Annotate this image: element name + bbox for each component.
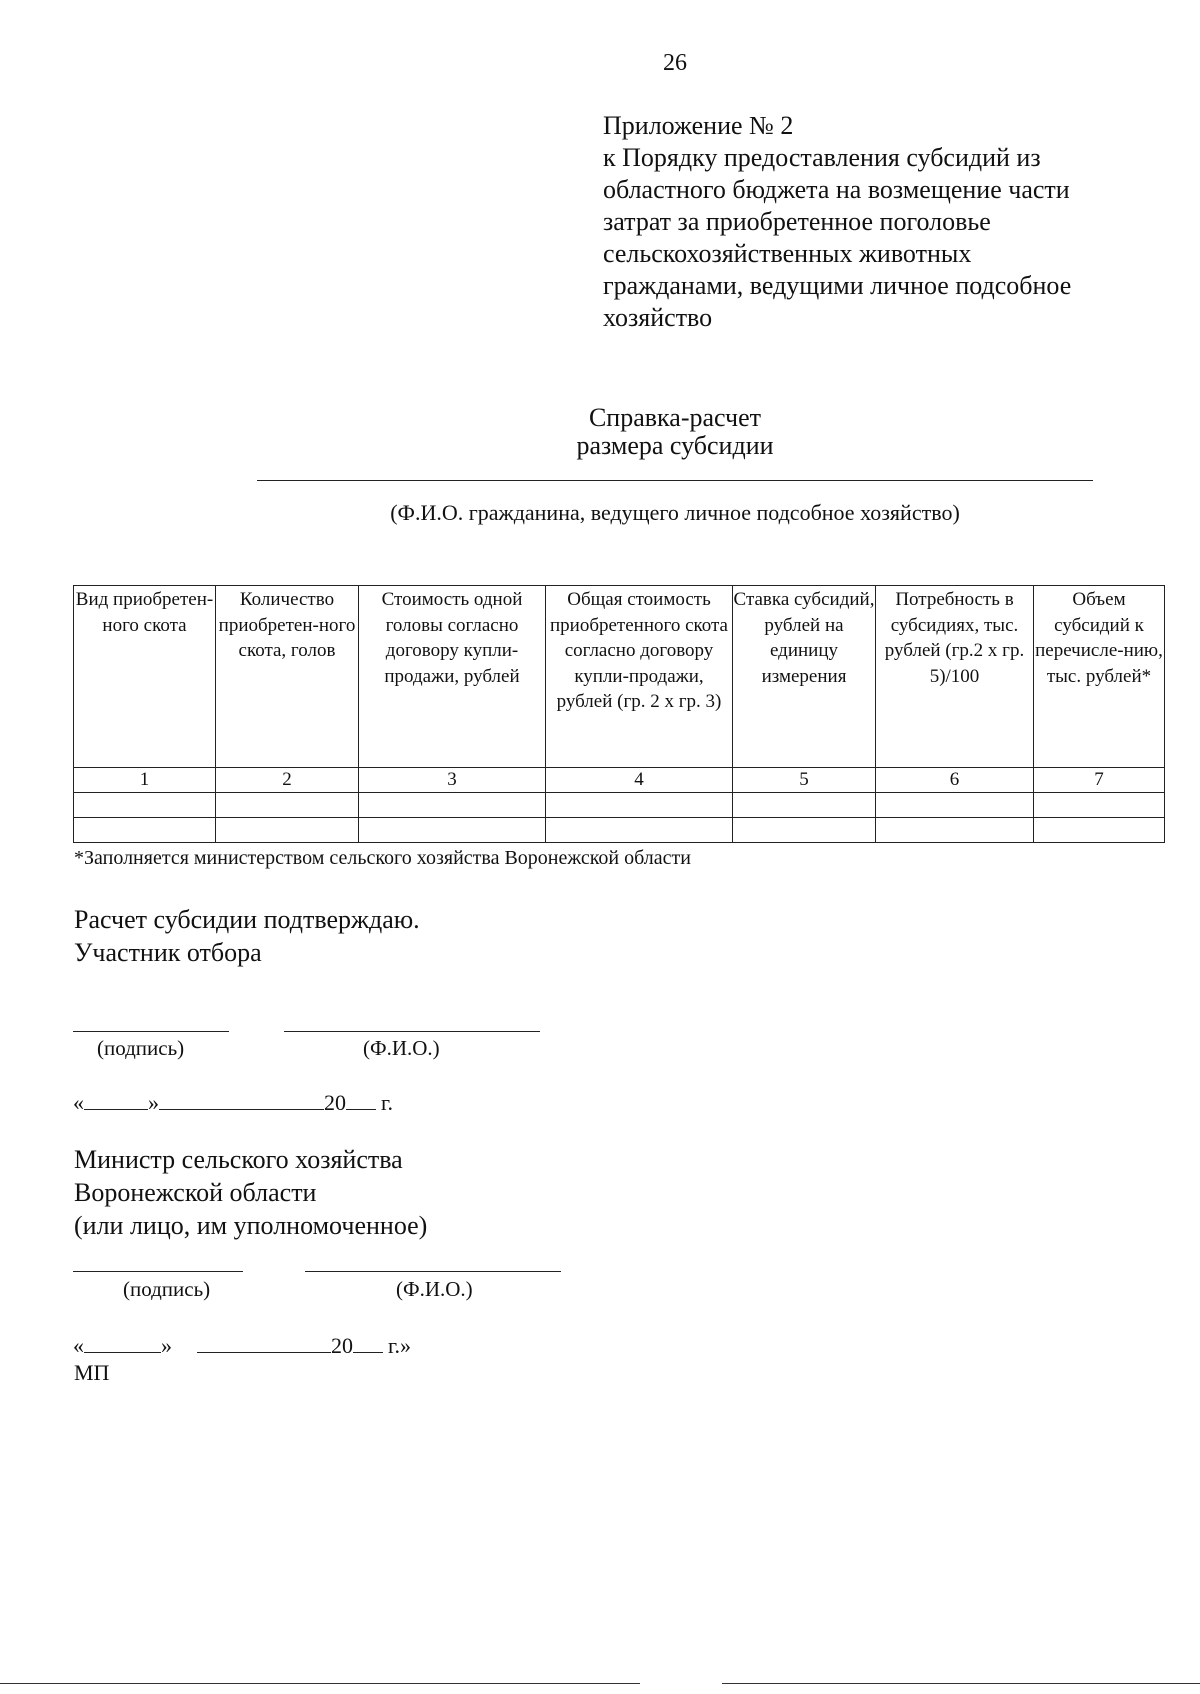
table-footnote: *Заполняется министерством сельского хозяйства Воронежской области bbox=[74, 847, 691, 869]
fio-short-caption: (Ф.И.О.) bbox=[363, 1036, 440, 1060]
minister-region: Воронежской области bbox=[74, 1178, 317, 1207]
date-open-quote: « bbox=[73, 1333, 84, 1358]
table-cell[interactable] bbox=[74, 818, 216, 843]
minister-signature-line[interactable] bbox=[73, 1271, 243, 1272]
table-header-cell: Потребность в субсидиях, тыс. рублей (гр.2 х гр. 5)/100 bbox=[876, 586, 1034, 768]
column-number: 2 bbox=[216, 768, 359, 793]
table-cell[interactable] bbox=[216, 818, 359, 843]
column-number: 3 bbox=[359, 768, 546, 793]
minister-fio-line[interactable] bbox=[305, 1271, 561, 1272]
date-month-blank[interactable] bbox=[197, 1334, 331, 1353]
bottom-rule-left bbox=[0, 1683, 640, 1684]
date-open-quote: « bbox=[73, 1090, 84, 1115]
bottom-rule-right bbox=[722, 1683, 1200, 1684]
table-row bbox=[74, 818, 1165, 843]
date-close-quote: » bbox=[148, 1090, 159, 1115]
appendix-line: сельскохозяйственных животных bbox=[603, 239, 972, 268]
table-header-cell: Вид приобретен-ного скота bbox=[74, 586, 216, 768]
table-cell[interactable] bbox=[876, 793, 1034, 818]
table-cell[interactable] bbox=[1034, 818, 1165, 843]
appendix-line: областного бюджета на возмещение части bbox=[603, 175, 1070, 204]
fio-caption: (Ф.И.О. гражданина, ведущего личное подсобное хозяйство) bbox=[390, 500, 960, 525]
minister-date bbox=[73, 1333, 411, 1359]
table-cell[interactable] bbox=[733, 818, 876, 843]
minister-authorized: (или лицо, им уполномоченное) bbox=[74, 1211, 428, 1240]
appendix-line: к Порядку предоставления субсидий из bbox=[603, 143, 1041, 172]
date-day-blank[interactable] bbox=[84, 1334, 161, 1353]
appendix-line: гражданами, ведущими личное подсобное bbox=[603, 271, 1072, 300]
table-header-cell: Объем субсидий к перечисле-нию, тыс. рублей* bbox=[1034, 586, 1165, 768]
date-year-suffix: г.» bbox=[388, 1333, 412, 1358]
date-month-blank[interactable] bbox=[159, 1091, 324, 1110]
table-cell[interactable] bbox=[216, 793, 359, 818]
fio-fill-line[interactable] bbox=[257, 480, 1093, 481]
date-year-prefix: 20 bbox=[331, 1333, 353, 1358]
column-number-row bbox=[74, 768, 1165, 793]
title-line-2: размера субсидии bbox=[576, 431, 774, 460]
stamp-label: МП bbox=[74, 1360, 110, 1385]
date-year-blank[interactable] bbox=[346, 1091, 376, 1110]
participant-label: Участник отбора bbox=[74, 938, 262, 967]
table-cell[interactable] bbox=[1034, 793, 1165, 818]
table-header-cell: Общая стоимость приобретенного скота согласно договору купли-продажи, рублей (гр. 2 х гр. 3) bbox=[546, 586, 733, 768]
table-cell[interactable] bbox=[359, 818, 546, 843]
document-title bbox=[440, 404, 910, 460]
participant-signature-line[interactable] bbox=[73, 1031, 229, 1032]
table-cell[interactable] bbox=[546, 793, 733, 818]
column-number: 6 bbox=[876, 768, 1034, 793]
page-number: 26 bbox=[663, 50, 687, 76]
calculation-table bbox=[73, 585, 1165, 843]
title-line-1: Справка-расчет bbox=[588, 403, 762, 432]
column-number: 7 bbox=[1034, 768, 1165, 793]
date-year-suffix: г. bbox=[381, 1090, 394, 1115]
table-cell[interactable] bbox=[546, 818, 733, 843]
date-day-blank[interactable] bbox=[84, 1091, 148, 1110]
table-header-row bbox=[74, 586, 1165, 768]
fio-short-caption: (Ф.И.О.) bbox=[396, 1277, 473, 1301]
table-cell[interactable] bbox=[733, 793, 876, 818]
table-cell[interactable] bbox=[359, 793, 546, 818]
participant-date bbox=[73, 1090, 393, 1116]
table-row bbox=[74, 793, 1165, 818]
minister-title: Министр сельского хозяйства bbox=[74, 1145, 403, 1174]
signature-caption: (подпись) bbox=[97, 1036, 185, 1060]
table-cell[interactable] bbox=[876, 818, 1034, 843]
table-header-cell: Количество приобретен-ного скота, голов bbox=[216, 586, 359, 768]
signature-caption: (подпись) bbox=[123, 1277, 211, 1301]
table-cell[interactable] bbox=[74, 793, 216, 818]
appendix-line: Приложение № 2 bbox=[603, 111, 794, 140]
date-year-blank[interactable] bbox=[353, 1334, 383, 1353]
appendix-line: хозяйство bbox=[603, 303, 713, 332]
appendix-header bbox=[603, 110, 1163, 334]
participant-fio-line[interactable] bbox=[284, 1031, 540, 1032]
confirm-text: Расчет субсидии подтверждаю. bbox=[74, 905, 420, 934]
column-number: 5 bbox=[733, 768, 876, 793]
column-number: 1 bbox=[74, 768, 216, 793]
table-header-cell: Стоимость одной головы согласно договору купли-продажи, рублей bbox=[359, 586, 546, 768]
date-close-quote: » bbox=[161, 1333, 172, 1358]
column-number: 4 bbox=[546, 768, 733, 793]
table-header-cell: Ставка субсидий, рублей на единицу измерения bbox=[733, 586, 876, 768]
date-year-prefix: 20 bbox=[324, 1090, 346, 1115]
appendix-line: затрат за приобретенное поголовье bbox=[603, 207, 991, 236]
